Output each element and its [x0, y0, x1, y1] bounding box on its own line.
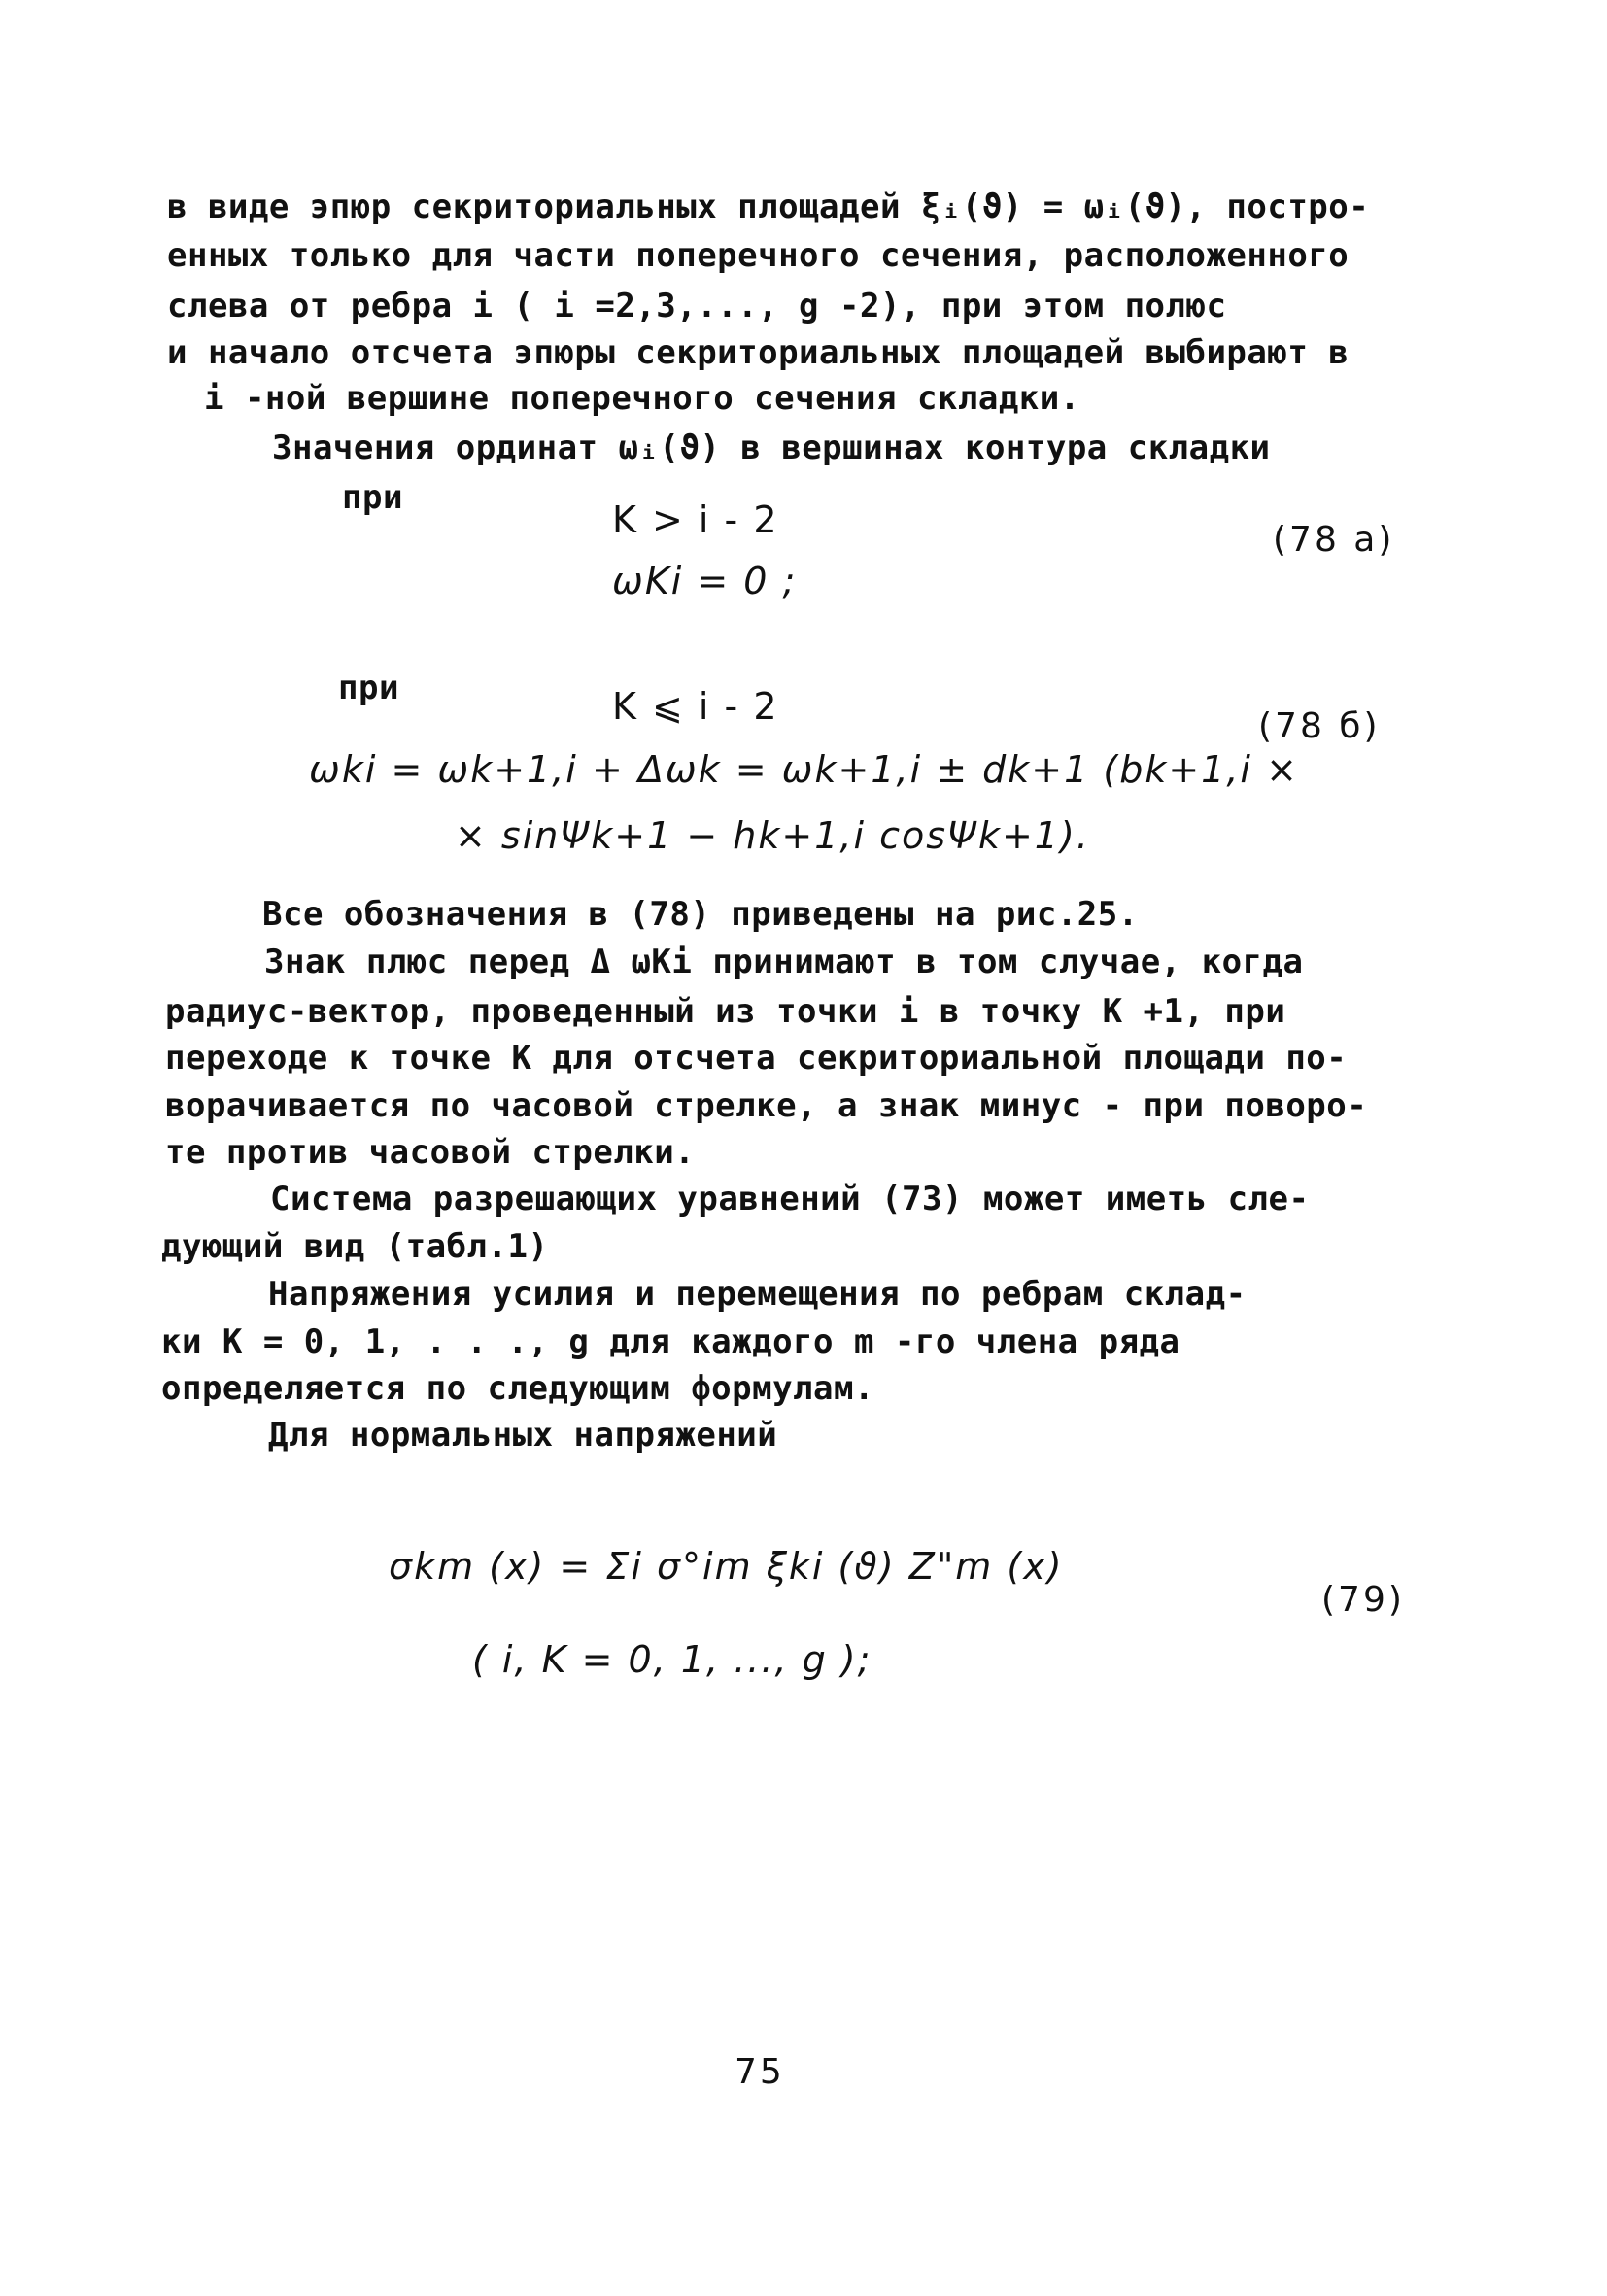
paragraph1-line2: енных только для части поперечного сечения, расположенного [167, 236, 1350, 275]
paragraph1-line1: в виде эпюр секриториальных площадей ξᵢ(ϑ) = ωᵢ(ϑ), постро- [167, 188, 1370, 226]
paragraph4-line3: переходе к точке K для отсчета секриториальной площади по- [165, 1039, 1348, 1078]
formula-78b-line2: × sinΨk+1 − hk+1,i cosΨk+1). [455, 814, 1090, 857]
paragraph7-line1: Для нормальных напряжений [268, 1416, 778, 1455]
paragraph4-line1: Знак плюс перед Δ ωKi принимают в том случае, когда [264, 942, 1304, 981]
paragraph4-line5: те против часовой стрелки. [165, 1133, 696, 1172]
paragraph6-line2: ки K = 0, 1, . . ., g для каждого m -го члена ряда [161, 1322, 1180, 1361]
page-number: 75 [735, 2052, 785, 2092]
paragraph1-line5: i -ной вершине поперечного сечения складки. [204, 379, 1080, 418]
paragraph1-line3: слева от ребра i ( i =2,3,..., g -2), при этом полюс [167, 287, 1227, 326]
paragraph1-line4: и начало отсчета эпюры секриториальных площадей выбирают в [167, 333, 1350, 372]
when-label-a: при [342, 478, 403, 517]
paragraph6-line3: определяется по следующим формулам. [161, 1369, 874, 1408]
paragraph4-line2: радиус-вектор, проведенный из точки i в точку K +1, при [165, 992, 1286, 1031]
paragraph2-line1: Значения ординат ωᵢ(ϑ) в вершинах контура складки [272, 428, 1271, 467]
equation-number-78a: (78 а) [1273, 520, 1395, 560]
when-label-b: при [338, 668, 399, 707]
paragraph3-line1: Все обозначения в (78) приведены на рис.25. [262, 895, 1139, 934]
paragraph6-line1: Напряжения усилия и перемещения по ребрам склад- [268, 1275, 1247, 1314]
condition-78a: K > i - 2 [612, 498, 779, 541]
paragraph4-line4: ворачивается по часовой стрелке, а знак минус - при поворо- [165, 1086, 1368, 1125]
formula-78b-line1: ωki = ωk+1,i + Δωk = ωk+1,i ± dk+1 (bk+1,i × [309, 748, 1299, 791]
paragraph5-line2: дующий вид (табл.1) [161, 1227, 549, 1266]
equation-79-line1: σkm (x) = Σi σ°im ξki (ϑ) Z"m (x) [389, 1545, 1064, 1588]
condition-78b: K ⩽ i - 2 [612, 685, 779, 728]
equation-number-78b: (78 б) [1258, 706, 1381, 746]
formula-78a: ωKi = 0 ; [612, 560, 798, 602]
equation-79-line2: ( i, K = 0, 1, ..., g ); [472, 1638, 872, 1681]
equation-number-79: (79) [1321, 1580, 1405, 1620]
paragraph5-line1: Система разрешающих уравнений (73) может иметь сле- [270, 1180, 1310, 1218]
